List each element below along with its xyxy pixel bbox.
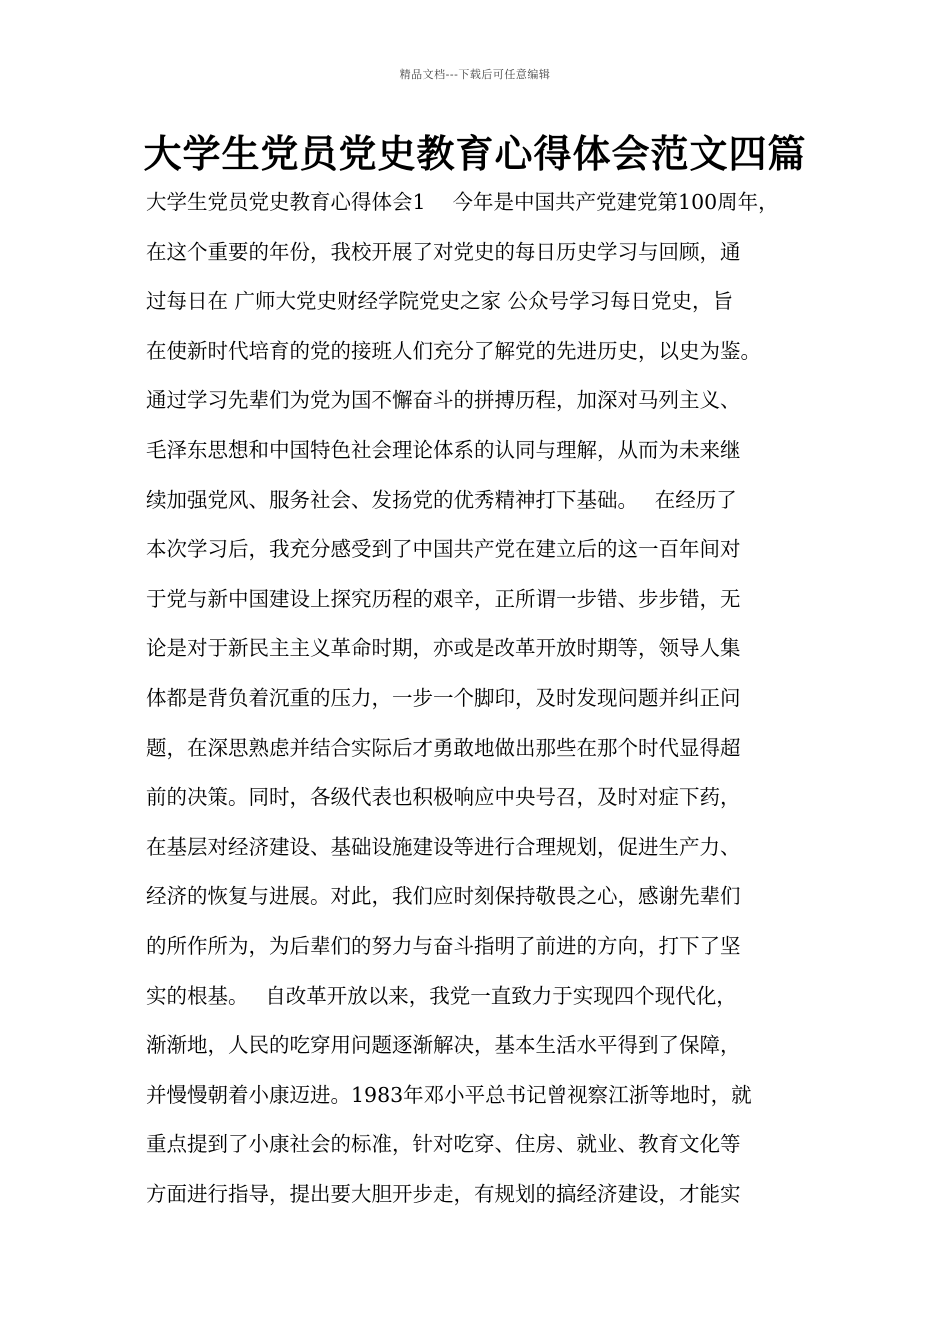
body-line: 本次学习后，我充分感受到了中国共产党在建立后的这一百年间对 xyxy=(146,537,741,562)
body-text xyxy=(146,182,826,1223)
body-line: 在基层对经济建设、基础设施建设等进行合理规划，促进生产力、 xyxy=(146,834,741,859)
body-line: 渐渐地，人民的吃穿用问题逐渐解决，基本生活水平得到了保障， xyxy=(146,1033,741,1058)
body-line: 的所作所为，为后辈们的努力与奋斗指明了前进的方向，打下了坚 xyxy=(146,933,741,958)
body-line: 论是对于新民主主义革命时期，亦或是改革开放时期等，领导人集 xyxy=(146,636,741,661)
body-line: 大学生党员党史教育心得体会1 今年是中国共产党建党第100周年， xyxy=(146,190,779,214)
body-line: 在使新时代培育的党的接班人们充分了解党的先进历史，以史为鉴。 xyxy=(146,338,761,363)
body-line: 通过学习先辈们为党为国不懈奋斗的拼搏历程，加深对马列主义、 xyxy=(146,388,741,413)
header-note: 精品文档---下载后可任意编辑 xyxy=(399,68,551,81)
body-line: 体都是背负着沉重的压力，一步一个脚印，及时发现问题并纠正问 xyxy=(146,685,741,710)
body-line: 方面进行指导，提出要大胆开步走，有规划的搞经济建设，才能实 xyxy=(146,1181,741,1206)
body-line: 于党与新中国建设上探究历程的艰辛，正所谓一步错、步步错，无 xyxy=(146,586,741,611)
body-line: 续加强党风、服务社会、发扬党的优秀精神打下基础。 在经历了 xyxy=(146,487,737,512)
body-line: 实的根基。 自改革开放以来，我党一直致力于实现四个现代化， xyxy=(146,983,737,1008)
body-line: 毛泽东思想和中国特色社会理论体系的认同与理解，从而为未来继 xyxy=(146,437,741,462)
body-line: 过每日在 广师大党史财经学院党史之家 公众号学习每日党史，旨 xyxy=(146,289,734,314)
body-line: 并慢慢朝着小康迈进。1983年邓小平总书记曾视察江浙等地时，就 xyxy=(146,1082,752,1107)
body-line: 前的决策。同时，各级代表也积极响应中央号召，及时对症下药， xyxy=(146,785,741,810)
body-line: 重点提到了小康社会的标准，针对吃穿、住房、就业、教育文化等 xyxy=(146,1132,741,1157)
document-title: 大学生党员党史教育心得体会范文四篇 xyxy=(143,131,807,176)
body-line: 经济的恢复与进展。对此，我们应时刻保持敬畏之心，感谢先辈们 xyxy=(146,884,741,909)
body-line: 题，在深思熟虑并结合实际后才勇敢地做出那些在那个时代显得超 xyxy=(146,735,741,760)
body-line: 在这个重要的年份，我校开展了对党史的每日历史学习与回顾，通 xyxy=(146,239,741,264)
